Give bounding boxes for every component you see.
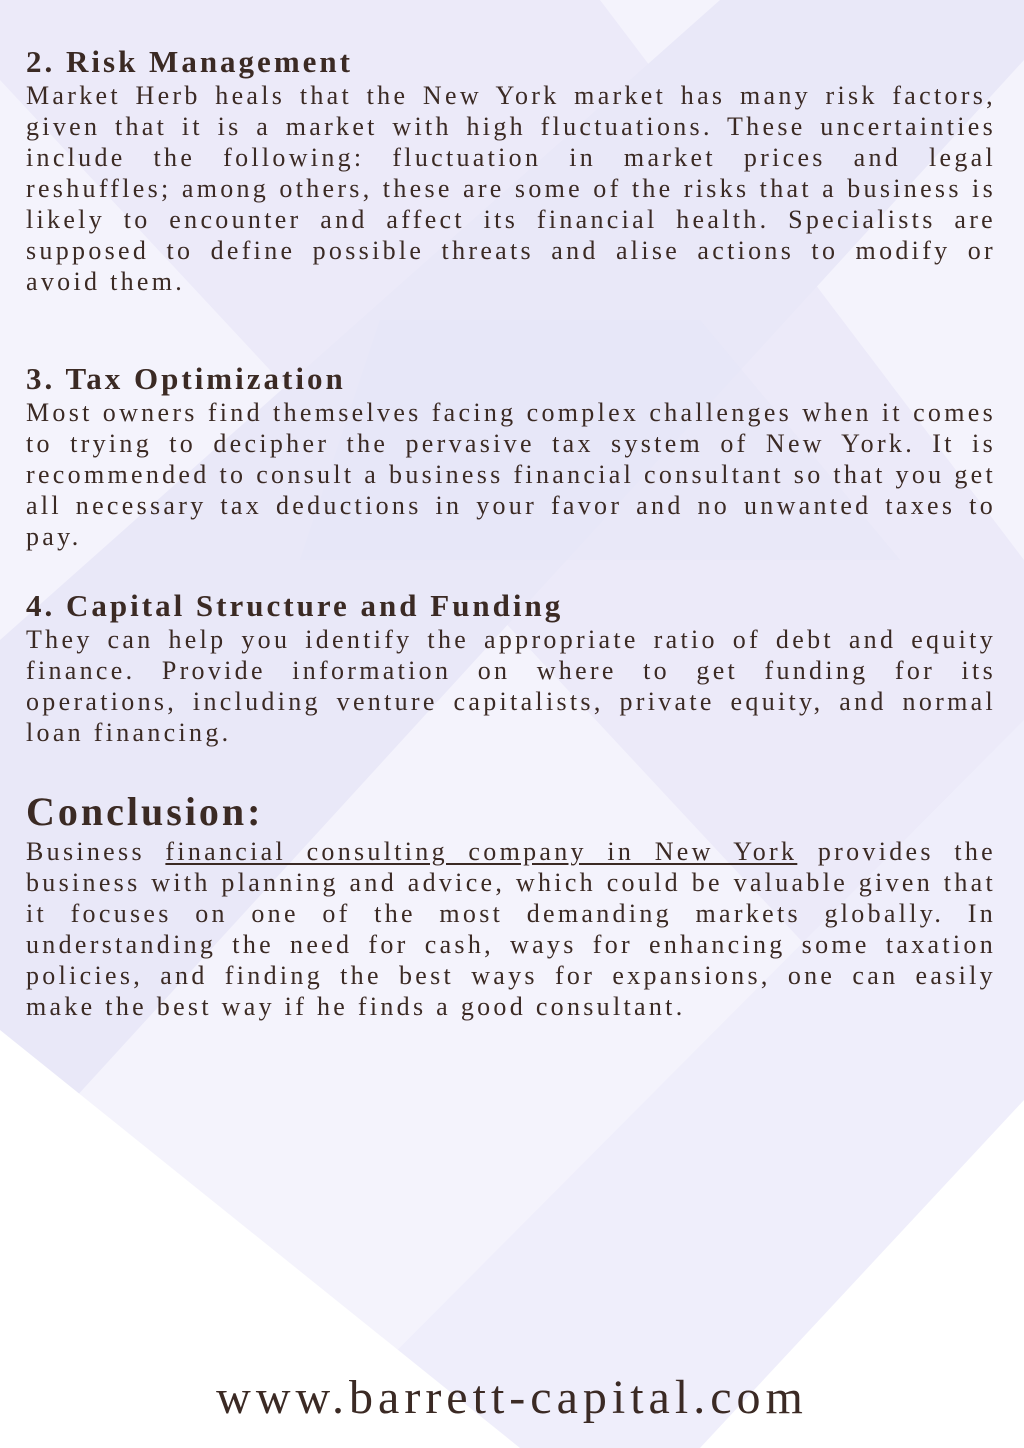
section-paragraph: Market Herb heals that the New York market has many risk factors, given that it is a market with high fluctuations. These uncertainties include the following: fluctuation in market prices and legal reshuffles; among others, these are some of the risks that a business is likely to encounter and affect its financial health. Specialists are supposed to define possible threats and alise actions to modify or avoid them. bbox=[26, 81, 996, 296]
section-heading: 4. Capital Structure and Funding bbox=[26, 588, 564, 623]
section-heading: 2. Risk Management bbox=[26, 44, 353, 79]
document-body bbox=[26, 44, 996, 1022]
conclusion-rest-text: provides the business with planning and advice, which could be valuable given that it focuses on one of the most demanding markets globally. In understanding the need for cash, ways for enhancing some taxation policies, and finding the best ways for expansions, one can easily make the best way if he finds a good consultant. bbox=[26, 837, 996, 1021]
conclusion-heading: Conclusion: bbox=[26, 789, 264, 834]
section-paragraph: They can help you identify the appropriate ratio of debt and equity finance. Provide information on where to get funding for its operations, including venture capitalists, private equity, and normal loan financing. bbox=[26, 625, 996, 747]
capital-structure-section bbox=[26, 588, 996, 748]
section-paragraph: Most owners find themselves facing complex challenges when it comes to trying to decipher the pervasive tax system of New York. It is recommended to consult a business financial consultant so that you get all necessary tax deductions in your favor and no unwanted taxes to pay. bbox=[26, 398, 996, 551]
spacer bbox=[26, 297, 996, 361]
spacer bbox=[26, 552, 996, 588]
spacer bbox=[26, 748, 996, 788]
financial-consulting-link[interactable]: financial consulting company in New York bbox=[165, 837, 798, 866]
footer-website-url: www.barrett-capital.com bbox=[216, 1371, 808, 1424]
section-heading: 3. Tax Optimization bbox=[26, 361, 346, 396]
risk-management-section bbox=[26, 44, 996, 297]
conclusion-lead-text: Business bbox=[26, 837, 166, 866]
tax-optimization-section bbox=[26, 361, 996, 552]
conclusion-section bbox=[26, 788, 996, 1022]
conclusion-paragraph bbox=[26, 836, 996, 1022]
